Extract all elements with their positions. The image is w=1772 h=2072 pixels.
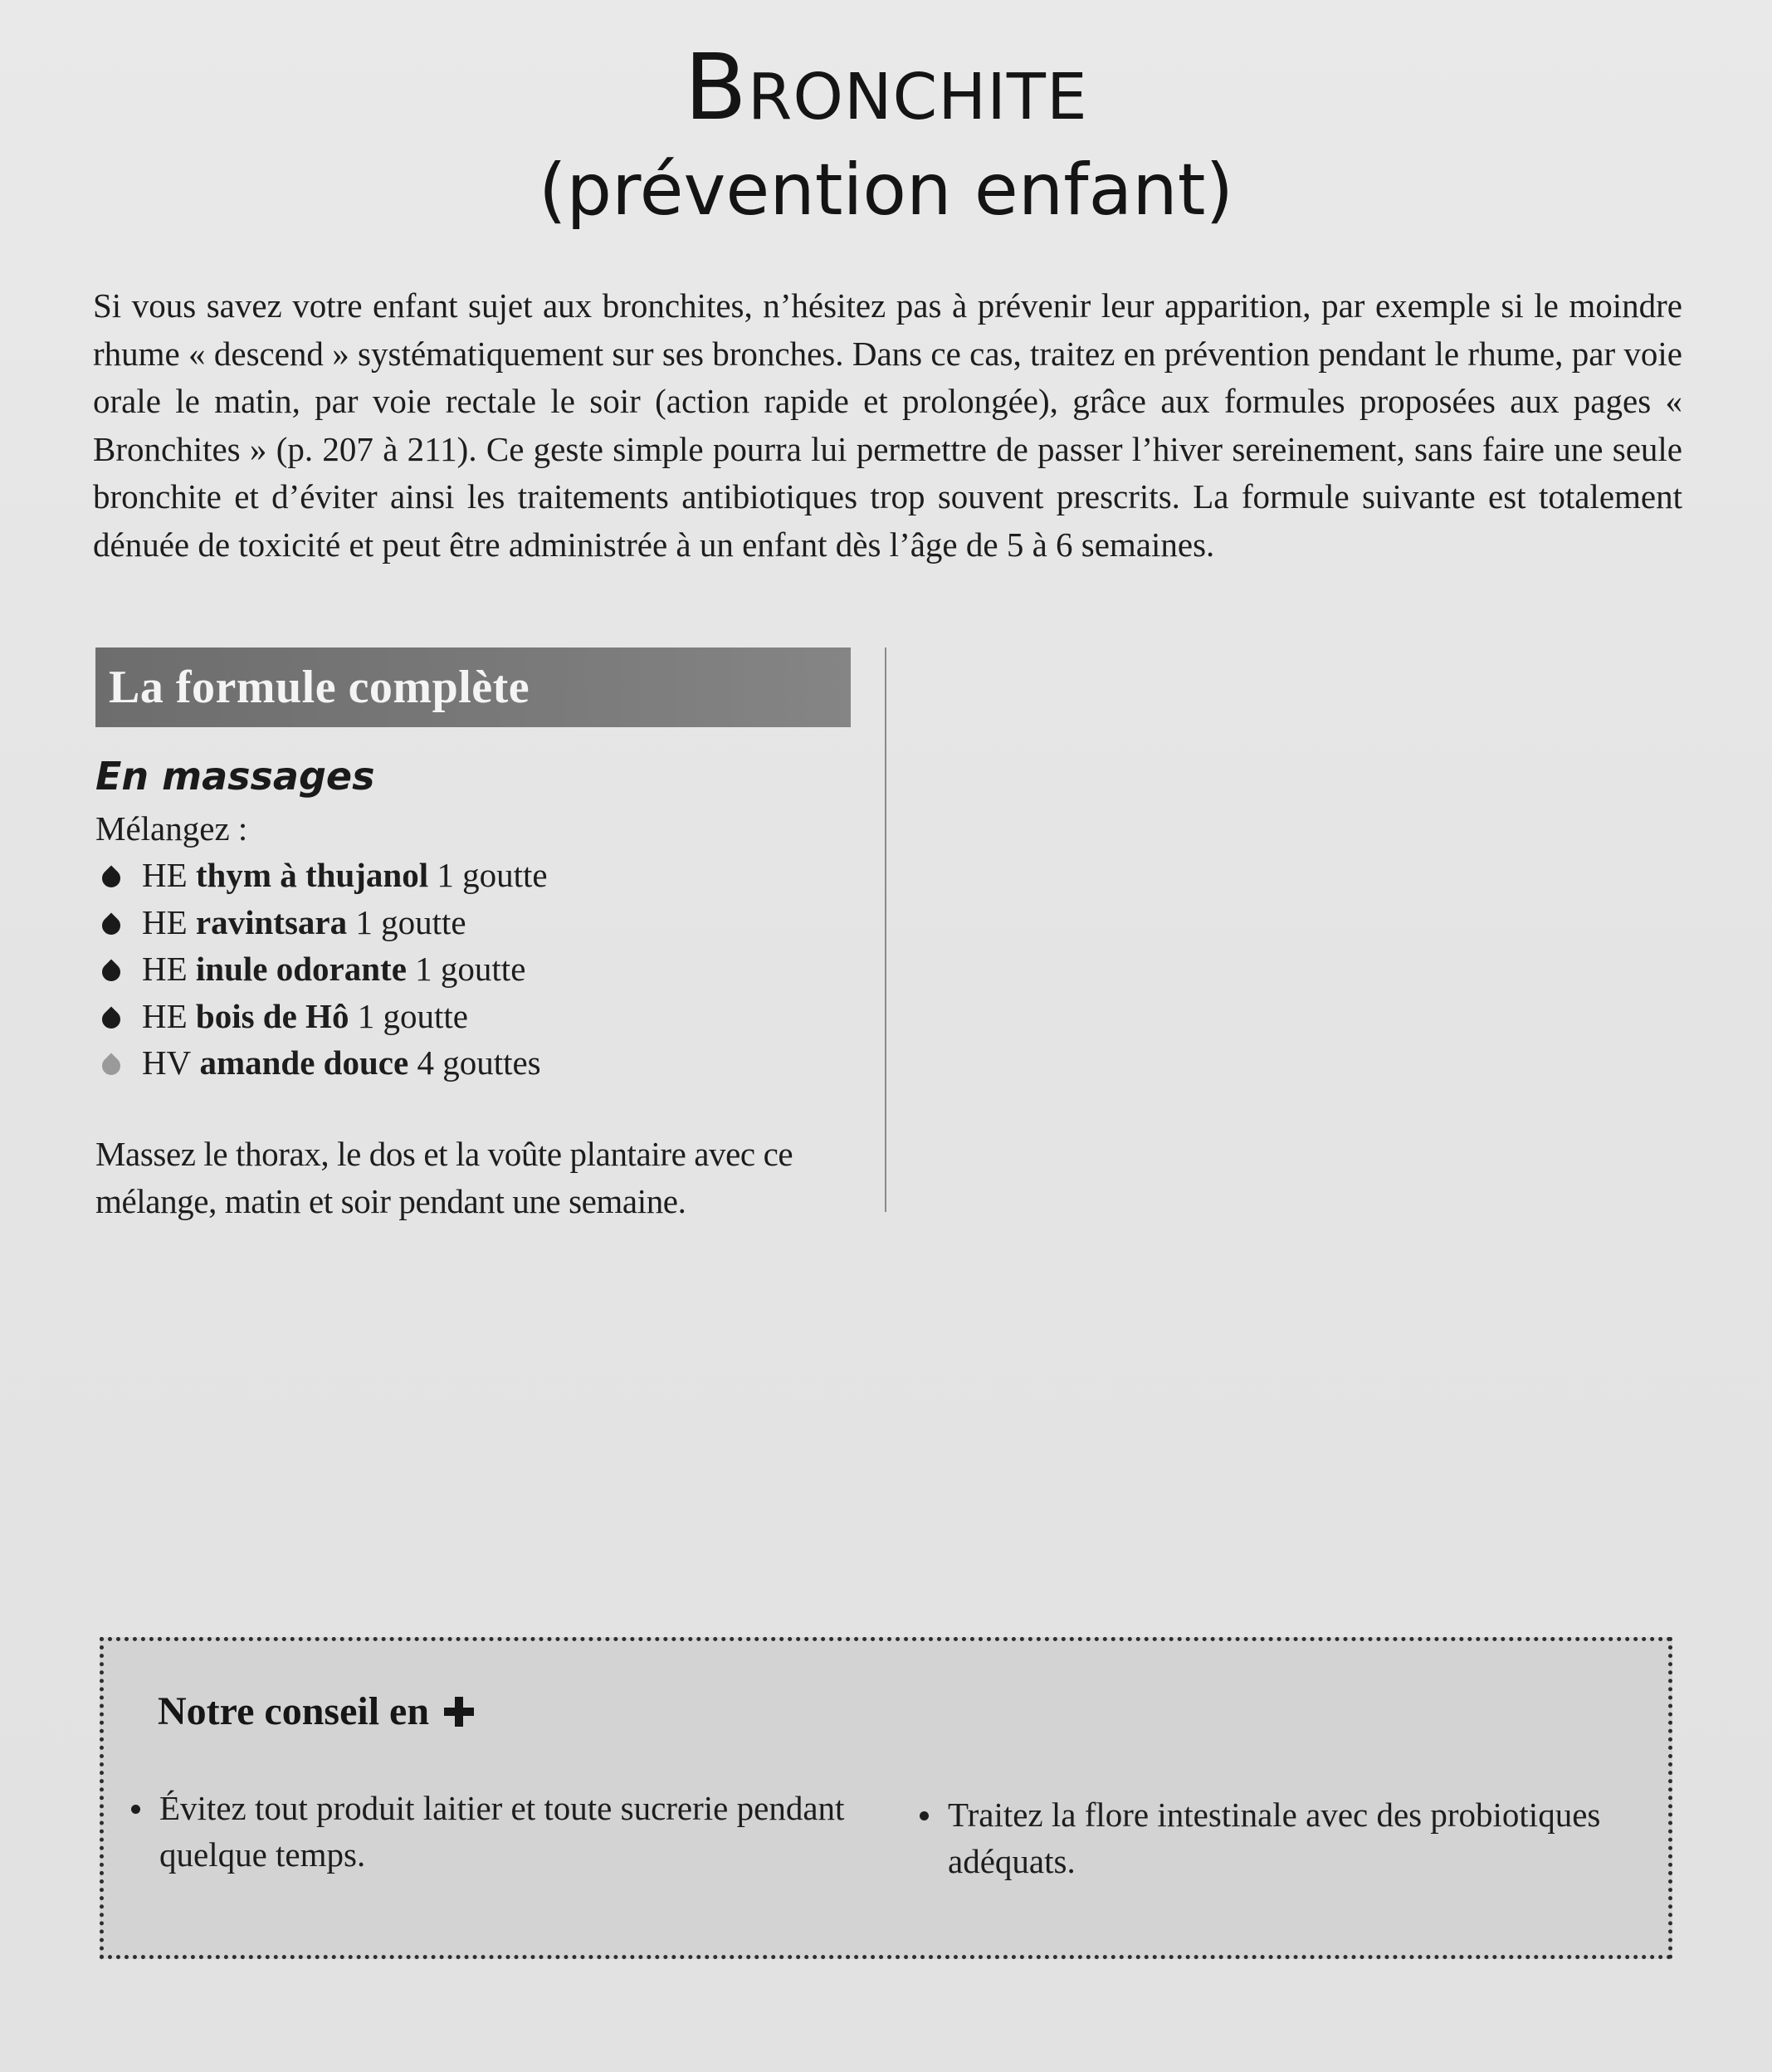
mix-instruction: Mélangez : xyxy=(95,809,248,848)
ingredient-name: ravintsara xyxy=(195,902,348,941)
list-item: Traitez la flore intestinale avec des probiotiques adéquats. xyxy=(913,1791,1652,1884)
column-divider xyxy=(885,648,886,1212)
massage-subtitle: En massages xyxy=(95,754,375,799)
ingredient-type: HE xyxy=(142,950,188,988)
ingredient-qty: 1 goutte xyxy=(437,856,548,894)
list-item xyxy=(95,852,867,899)
ingredient-type: HE xyxy=(142,902,188,941)
ingredient-type: HE xyxy=(142,996,188,1035)
advice-list-left xyxy=(124,1785,871,1878)
ingredient-name: inule odorante xyxy=(195,950,407,988)
drop-icon xyxy=(98,960,124,985)
intro-paragraph: Si vous savez votre enfant sujet aux bronchites, n’hésitez pas à prévenir leur apparition, par exemple si le moindre rhume « descend » systématiquement sur ses bronches. Dans ce cas, traitez en prévention pendant le rhume, par voie orale le matin, par voie rectale le soir (action rapide et prolongée), grâce aux formules proposées aux pages « Bronchites » (p. 207 à 211). Ce geste simple pourra lui permettre de passer l’hiver sereinement, sans faire une seule bronchite et d’éviter ainsi les traitements antibiotiques trop souvent prescrits. La formule suivante est totalement dénuée de toxicité et peut être administrée à un enfant dès l’âge de 5 à 6 semaines. xyxy=(93,286,1682,564)
page-title xyxy=(0,33,1772,236)
drop-icon xyxy=(98,866,124,892)
ingredient-qty: 1 goutte xyxy=(415,950,526,988)
list-item xyxy=(95,1039,867,1087)
massage-instructions: Massez le thorax, le dos et la voûte plantaire avec ce mélange, matin et soir pendant une semaine. xyxy=(95,1135,793,1220)
list-item xyxy=(95,993,867,1040)
drop-icon xyxy=(98,912,124,938)
advice-title xyxy=(158,1685,474,1738)
formula-section-header: La formule complète xyxy=(95,648,851,727)
title-main: Bronchite xyxy=(684,34,1088,140)
ingredient-name: bois de Hô xyxy=(195,996,349,1035)
ingredient-name: thym à thujanol xyxy=(195,856,429,894)
ingredient-name: amande douce xyxy=(199,1043,409,1082)
drop-icon xyxy=(98,1053,124,1079)
ingredient-type: HE xyxy=(142,856,188,894)
plus-icon xyxy=(444,1697,474,1727)
ingredient-list xyxy=(95,852,867,1087)
list-item xyxy=(95,899,867,946)
advice-title-text: Notre conseil en xyxy=(158,1689,430,1733)
ingredient-qty: 4 gouttes xyxy=(417,1043,541,1082)
ingredient-qty: 1 goutte xyxy=(355,902,466,941)
list-item: Évitez tout produit laitier et toute sucrerie pendant quelque temps. xyxy=(124,1785,871,1878)
list-item xyxy=(95,946,867,993)
title-subtitle: (prévention enfant) xyxy=(538,149,1234,232)
drop-icon xyxy=(98,1006,124,1032)
ingredient-qty: 1 goutte xyxy=(357,996,468,1035)
ingredient-type: HV xyxy=(142,1043,192,1082)
advice-list-right xyxy=(913,1791,1652,1884)
